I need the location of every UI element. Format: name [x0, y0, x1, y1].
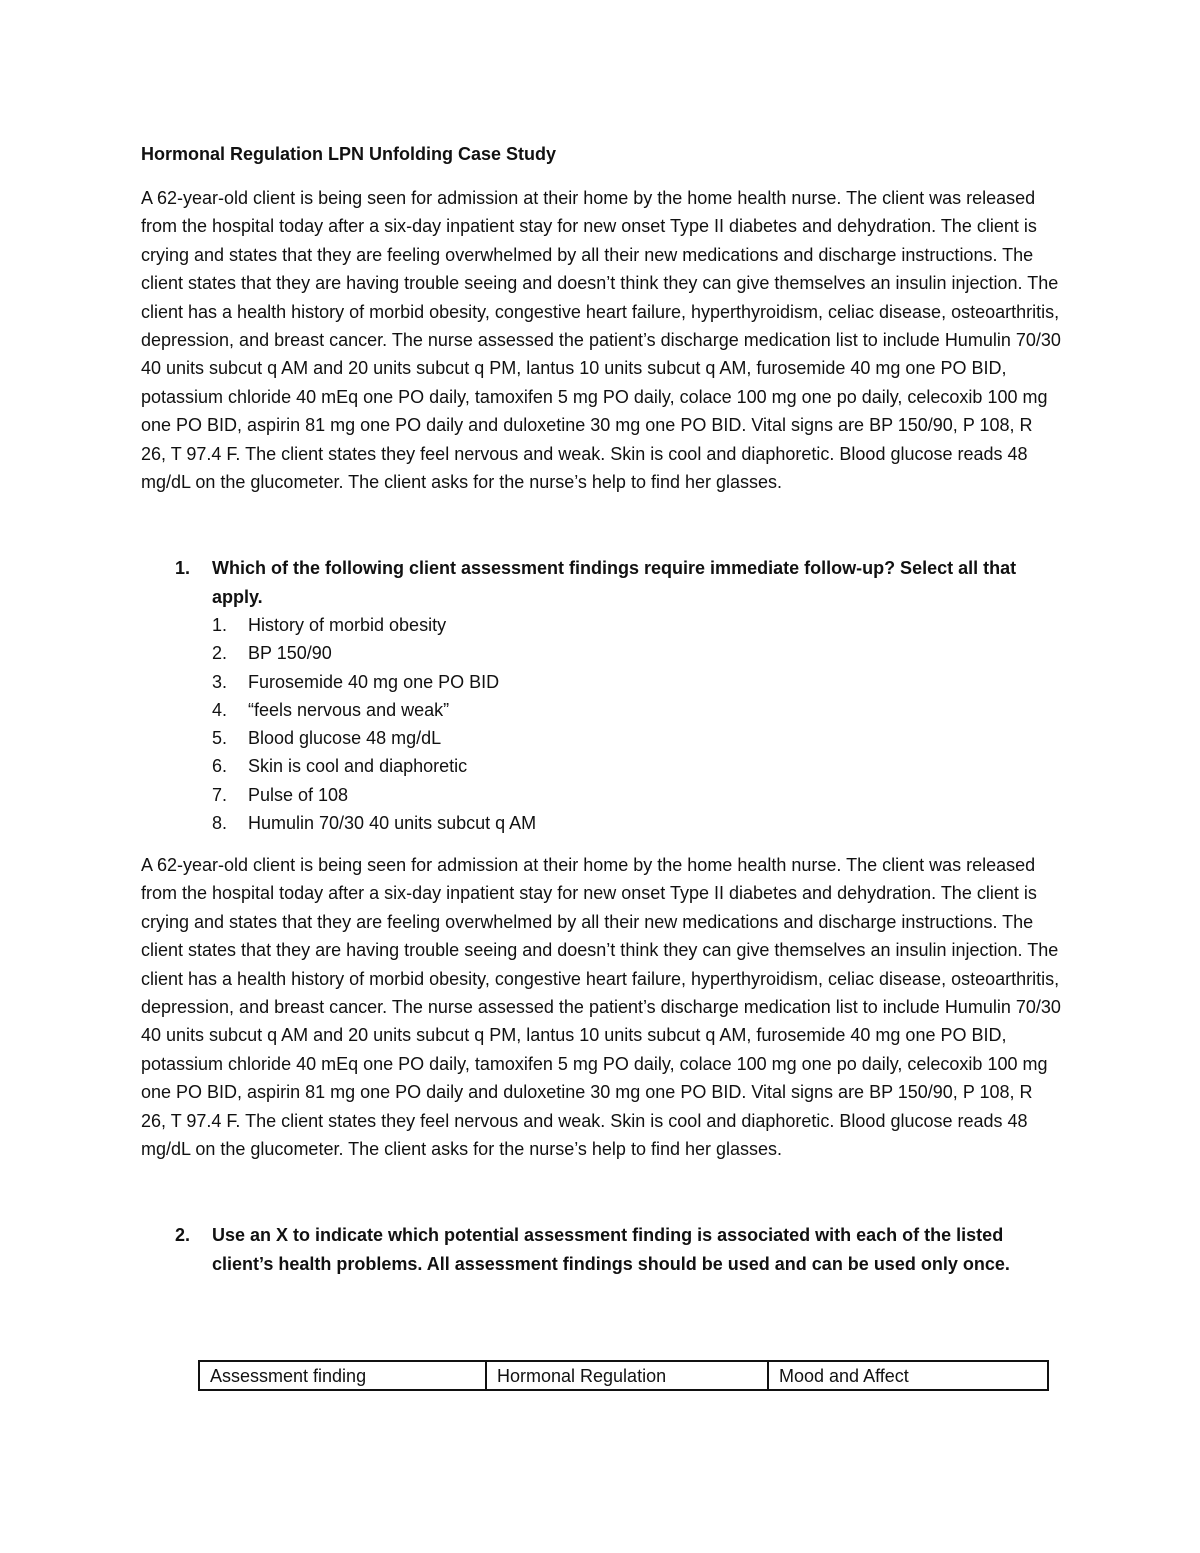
option-number: 7.	[212, 784, 228, 805]
answer-option	[212, 668, 1061, 696]
question-number: 1.	[175, 558, 191, 579]
option-text: “feels nervous and weak”	[248, 699, 450, 720]
option-text: Skin is cool and diaphoretic	[248, 756, 468, 777]
question-text: Which of the following client assessment findings require immediate follow-up? Select all that apply.	[212, 558, 1017, 607]
answer-option	[212, 752, 1061, 780]
table-header-row	[199, 1361, 1048, 1390]
answer-option	[212, 696, 1061, 724]
answer-option	[212, 724, 1061, 752]
answer-option	[212, 809, 1061, 837]
answer-option	[212, 611, 1061, 639]
assessment-table	[198, 1360, 1049, 1391]
option-text: Humulin 70/30 40 units subcut q AM	[248, 812, 537, 833]
option-text: Blood glucose 48 mg/dL	[248, 728, 442, 749]
column-header-hormonal-regulation: Hormonal Regulation	[486, 1361, 768, 1390]
option-text: Pulse of 108	[248, 784, 349, 805]
question-2	[141, 1221, 1061, 1278]
answer-options-list	[212, 611, 1061, 837]
option-number: 2.	[212, 643, 228, 664]
option-text: BP 150/90	[248, 643, 332, 664]
option-number: 6.	[212, 756, 228, 777]
answer-option	[212, 781, 1061, 809]
column-header-mood-and-affect: Mood and Affect	[768, 1361, 1048, 1390]
case-scenario-paragraph-repeat: A 62-year-old client is being seen for admission at their home by the home health nurse. The client was released from the hospital today after a six-day inpatient stay for new onset Type II diabetes and dehydration. The client is crying and states that they are feeling overwhelmed by all their new medications and discharge instructions. The client states that they are having trouble seeing and doesn’t think they can give themselves an insulin injection. The client has a health history of morbid obesity, congestive heart failure, hyperthyroidism, celiac disease, osteoarthritis, depression, and breast cancer. The nurse assessed the patient’s discharge medication list to include Humulin 70/30 40 units subcut q AM and 20 units subcut q PM, lantus 10 units subcut q AM, furosemide 40 mg one PO BID, potassium chloride 40 mEq one PO daily, tamoxifen 5 mg PO daily, colace 100 mg one po daily, celecoxib 100 mg one PO BID, aspirin 81 mg one PO daily and duloxetine 30 mg one PO BID. Vital signs are BP 150/90, P 108, R 26, T 97.4 F. The client states they feel nervous and weak. Skin is cool and diaphoretic. Blood glucose reads 48 mg/dL on the glucometer. The client asks for the nurse’s help to find her glasses.	[141, 854, 1061, 1159]
document-title: Hormonal Regulation LPN Unfolding Case Study	[141, 144, 557, 164]
question-1	[141, 554, 1061, 836]
option-number: 4.	[212, 699, 228, 720]
question-number: 2.	[175, 1225, 191, 1246]
option-number: 8.	[212, 812, 228, 833]
option-number: 5.	[212, 728, 228, 749]
option-number: 3.	[212, 671, 228, 692]
option-text: Furosemide 40 mg one PO BID	[248, 671, 500, 692]
answer-option	[212, 639, 1061, 667]
case-scenario-paragraph: A 62-year-old client is being seen for admission at their home by the home health nurse. The client was released from the hospital today after a six-day inpatient stay for new onset Type II diabetes and dehydration. The client is crying and states that they are feeling overwhelmed by all their new medications and discharge instructions. The client states that they are having trouble seeing and doesn’t think they can give themselves an insulin injection. The client has a health history of morbid obesity, congestive heart failure, hyperthyroidism, celiac disease, osteoarthritis, depression, and breast cancer. The nurse assessed the patient’s discharge medication list to include Humulin 70/30 40 units subcut q AM and 20 units subcut q PM, lantus 10 units subcut q AM, furosemide 40 mg one PO BID, potassium chloride 40 mEq one PO daily, tamoxifen 5 mg PO daily, colace 100 mg one po daily, celecoxib 100 mg one PO BID, aspirin 81 mg one PO daily and duloxetine 30 mg one PO BID. Vital signs are BP 150/90, P 108, R 26, T 97.4 F. The client states they feel nervous and weak. Skin is cool and diaphoretic. Blood glucose reads 48 mg/dL on the glucometer. The client asks for the nurse’s help to find her glasses.	[141, 188, 1061, 493]
option-text: History of morbid obesity	[248, 615, 447, 636]
column-header-assessment-finding: Assessment finding	[199, 1361, 486, 1390]
option-number: 1.	[212, 615, 228, 636]
document-page	[141, 140, 1061, 1278]
question-text: Use an X to indicate which potential assessment finding is associated with each of the listed client’s health problems. All assessment findings should be used and can be used only once.	[212, 1225, 1010, 1274]
